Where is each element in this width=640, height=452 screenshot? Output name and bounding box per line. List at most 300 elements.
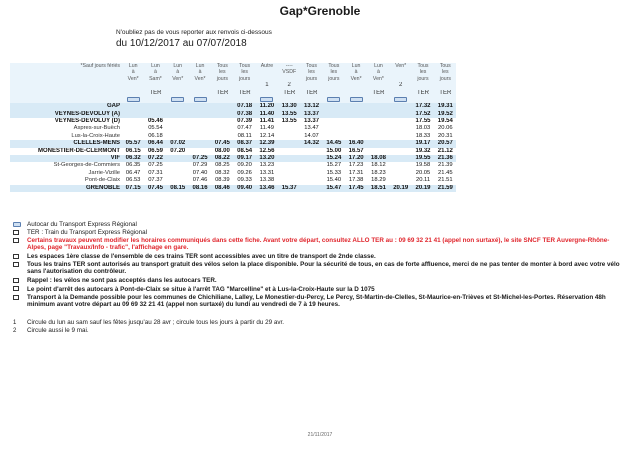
timetable <box>10 63 456 192</box>
departure-time: 07.45 <box>211 140 233 147</box>
legend-bikes: Tous les trains TER sont autorisés au transport gratuit des vélos selon la place disponible. Pour la sécurité de tous, en cas de forte affluence, merci de ne pas tenter de monter à bord avec votre vélo sans l'autorisation du contrôleur. <box>27 261 620 276</box>
departure-time <box>390 103 412 110</box>
departure-time <box>189 140 211 147</box>
column-day-label: Tous <box>211 63 233 69</box>
departure-time <box>300 170 322 177</box>
column-day-label: les <box>211 69 233 75</box>
departure-time <box>122 133 144 140</box>
column-day-label: à <box>189 69 211 75</box>
departure-time: 15.00 <box>323 148 345 155</box>
departure-time: 06.18 <box>144 133 166 140</box>
departure-time: 17.45 <box>345 185 367 192</box>
departure-time <box>211 118 233 125</box>
departure-time: 08.39 <box>211 177 233 184</box>
departure-time <box>189 148 211 155</box>
column-day-label: Lun <box>345 63 367 69</box>
departure-time: 14.45 <box>323 140 345 147</box>
departure-time: 15.37 <box>278 185 300 192</box>
bus-icon <box>127 97 140 102</box>
footer-date: 21/11/2017 <box>307 432 333 438</box>
column-ter-mark: TER <box>278 90 300 97</box>
bus-icon <box>171 97 184 102</box>
departure-time: 07.31 <box>144 170 166 177</box>
departure-time: 08.22 <box>211 155 233 162</box>
column-ter-mark <box>390 90 412 97</box>
station-name: Lus-la-Croix-Haute <box>10 133 122 140</box>
table-row <box>10 133 456 140</box>
departure-time: 17.23 <box>345 162 367 169</box>
departure-time: 09.20 <box>233 162 255 169</box>
departure-time <box>390 140 412 147</box>
departure-time: 17.20 <box>345 155 367 162</box>
departure-time: 14.32 <box>300 140 322 147</box>
column-day-label: Lun <box>167 63 189 69</box>
departure-time: 18.03 <box>412 125 434 132</box>
departure-time: 08.25 <box>211 162 233 169</box>
note-ref-label <box>10 82 122 89</box>
column-day-label: Lun <box>367 63 389 69</box>
legend-stop: Le point d'arrêt des autocars à Pont-de-Claix se situe à l'arrêt TAG "Marcelline" et à Lus-la-Croix-Haute sur la D 1075 <box>27 286 375 293</box>
departure-time: 20.06 <box>434 125 456 132</box>
renvois-note: N'oubliez pas de vous reporter aux renvois ci-dessous <box>116 29 272 36</box>
header-label: *Sauf jours fériés <box>10 63 122 69</box>
departure-time: 12.56 <box>256 148 278 155</box>
ter-icon <box>13 230 21 237</box>
departure-time: 20.19 <box>412 185 434 192</box>
departure-time <box>367 111 389 118</box>
departure-time <box>323 111 345 118</box>
column-day-label: Ven* <box>122 76 144 82</box>
station-name: VEYNES-DÉVOLUY (D) <box>10 118 122 125</box>
column-day-label: les <box>434 69 456 75</box>
stop-icon <box>13 286 21 293</box>
departure-time: 15.24 <box>323 155 345 162</box>
departure-time: 17.31 <box>345 170 367 177</box>
column-ter-mark: TER <box>367 90 389 97</box>
departure-time <box>278 177 300 184</box>
legend-bus: Autocar du Transport Express Régional <box>27 221 137 228</box>
column-day-label: Tous <box>300 63 322 69</box>
legend-first-class: Les espaces 1ère classe de l'ensemble de ces trains TER sont accessibles avec un titre de transport de 2nde classe. <box>27 253 376 260</box>
column-day-label: les <box>233 69 255 75</box>
departure-time <box>390 125 412 132</box>
departure-time <box>390 111 412 118</box>
departure-time: 07.02 <box>167 140 189 147</box>
column-day-label: jours <box>233 76 255 82</box>
departure-time: 19.54 <box>434 118 456 125</box>
departure-time: 08.54 <box>233 148 255 155</box>
departure-time <box>189 103 211 110</box>
column-day-label: jours <box>412 76 434 82</box>
departure-time: 21.39 <box>434 162 456 169</box>
departure-time: 13.37 <box>300 118 322 125</box>
first-class-icon <box>13 254 21 261</box>
departure-time <box>167 162 189 169</box>
departure-time: 20.11 <box>412 177 434 184</box>
departure-time: 13.37 <box>300 111 322 118</box>
departure-time: 15.33 <box>323 170 345 177</box>
departure-time: 07.25 <box>189 155 211 162</box>
departure-time: 09.26 <box>233 170 255 177</box>
departure-time: 19.52 <box>434 111 456 118</box>
departure-time: 19.17 <box>412 140 434 147</box>
departure-time: 07.38 <box>233 111 255 118</box>
departure-time <box>390 148 412 155</box>
legend-reminder: Rappel : les vélos ne sont pas acceptés dans les autocars TER. <box>27 277 217 284</box>
column-ter-mark <box>122 90 144 97</box>
column-day-label: jours <box>434 76 456 82</box>
departure-time <box>211 125 233 132</box>
departure-time <box>367 140 389 147</box>
station-name: GRENOBLE <box>10 185 122 192</box>
departure-time: 07.37 <box>144 177 166 184</box>
station-name: Aspres-sur-Buëch <box>10 125 122 132</box>
departure-time: 07.46 <box>189 177 211 184</box>
departure-time <box>167 133 189 140</box>
departure-time: 21.59 <box>434 185 456 192</box>
column-day-label: Lun <box>144 63 166 69</box>
departure-time: 11.49 <box>256 125 278 132</box>
column-ter-mark <box>323 90 345 97</box>
station-name: GAP <box>10 103 122 110</box>
station-name: Pont-de-Claix <box>10 177 122 184</box>
departure-time <box>390 118 412 125</box>
column-note-ref <box>345 82 367 89</box>
column-ter-mark <box>189 90 211 97</box>
departure-time <box>345 111 367 118</box>
departure-time: 20.57 <box>434 140 456 147</box>
departure-time <box>189 125 211 132</box>
column-day-label: VSDF <box>278 69 300 75</box>
departure-time <box>122 118 144 125</box>
departure-time: 17.55 <box>412 118 434 125</box>
column-note-ref: 1 <box>256 82 278 89</box>
column-day-label: les <box>323 69 345 75</box>
departure-time: 05.54 <box>144 125 166 132</box>
note-1-key: 1 <box>13 320 17 326</box>
station-name: MONESTIER-DE-CLERMONT <box>10 148 122 155</box>
column-note-ref <box>233 82 255 89</box>
column-note-ref <box>412 82 434 89</box>
departure-time: 15.27 <box>323 162 345 169</box>
departure-time: 13.38 <box>256 177 278 184</box>
column-ter-mark: TER <box>144 90 166 97</box>
column-note-ref <box>367 82 389 89</box>
departure-time <box>300 177 322 184</box>
column-day-label: à <box>167 69 189 75</box>
table-row <box>10 162 456 169</box>
departure-time: 08.16 <box>189 185 211 192</box>
column-ter-mark: TER <box>412 90 434 97</box>
column-note-ref <box>144 82 166 89</box>
departure-time: 07.15 <box>122 185 144 192</box>
bus-icon <box>394 97 407 102</box>
departure-time <box>189 133 211 140</box>
departure-time <box>122 103 144 110</box>
column-day-label: les <box>412 69 434 75</box>
column-note-ref <box>300 82 322 89</box>
departure-time <box>167 111 189 118</box>
column-ter-mark: TER <box>300 90 322 97</box>
departure-time <box>323 103 345 110</box>
departure-time: 13.55 <box>278 118 300 125</box>
departure-time <box>167 103 189 110</box>
departure-time: 08.00 <box>211 148 233 155</box>
departure-time <box>345 125 367 132</box>
departure-time: 07.40 <box>189 170 211 177</box>
departure-time <box>278 155 300 162</box>
departure-time: 12.39 <box>256 140 278 147</box>
table-row <box>10 125 456 132</box>
bus-icon <box>327 97 340 102</box>
column-day-label: Ven* <box>390 63 412 69</box>
departure-time: 08.15 <box>167 185 189 192</box>
table-row <box>10 155 456 162</box>
departure-time: 21.45 <box>434 170 456 177</box>
column-day-label: Tous <box>233 63 255 69</box>
departure-time: 13.46 <box>256 185 278 192</box>
station-name: CLELLES-MENS <box>10 140 122 147</box>
departure-time <box>323 118 345 125</box>
departure-time: 13.20 <box>256 155 278 162</box>
legend-note-1: Circule du lun au sam sauf les fêtes jusqu'au 28 avr ; circule tous les jours à partir du 29 avr. <box>27 319 285 326</box>
departure-time: 18.29 <box>367 177 389 184</box>
departure-time: 08.11 <box>233 133 255 140</box>
column-day-label: Ven* <box>345 76 367 82</box>
departure-time <box>390 155 412 162</box>
departure-time <box>189 118 211 125</box>
departure-time: 07.20 <box>167 148 189 155</box>
column-note-ref <box>211 82 233 89</box>
departure-time: 15.40 <box>323 177 345 184</box>
departure-time: 11.40 <box>256 111 278 118</box>
departure-time: 18.51 <box>367 185 389 192</box>
departure-time: 09.33 <box>233 177 255 184</box>
departure-time <box>300 155 322 162</box>
column-note-ref <box>189 82 211 89</box>
column-day-label: Ven* <box>189 76 211 82</box>
column-day-label: jours <box>211 76 233 82</box>
departure-time <box>167 118 189 125</box>
table-row <box>10 185 456 192</box>
departure-time <box>367 125 389 132</box>
departure-time: 07.47 <box>233 125 255 132</box>
note-2-key: 2 <box>13 328 17 334</box>
table-row <box>10 148 456 155</box>
departure-time: 07.22 <box>144 155 166 162</box>
column-note-ref: 2 <box>390 82 412 89</box>
legend-works: Certains travaux peuvent modifier les horaires communiqués dans cette fiche. Avant votre départ, consultez ALLO TER au : 09 69 32 21 41 (appel non surtaxé), le site SNCF TER Auvergne-Rhône-Alpes, page "Travaux/Info - trafic", l'affichage en gare. <box>27 237 610 252</box>
departure-time: 17.32 <box>412 103 434 110</box>
column-day-label: les <box>300 69 322 75</box>
column-note-ref <box>167 82 189 89</box>
departure-time: 19.58 <box>412 162 434 169</box>
departure-time: 20.31 <box>434 133 456 140</box>
table-row <box>10 118 456 125</box>
departure-time <box>345 133 367 140</box>
column-ter-mark <box>345 90 367 97</box>
departure-time <box>367 133 389 140</box>
departure-time: 09.40 <box>233 185 255 192</box>
departure-time <box>300 148 322 155</box>
departure-time: 06.53 <box>122 177 144 184</box>
departure-time: 13.30 <box>278 103 300 110</box>
departure-time: 08.32 <box>211 170 233 177</box>
departure-time: 21.12 <box>434 148 456 155</box>
departure-time <box>323 133 345 140</box>
departure-time: 05.57 <box>122 140 144 147</box>
departure-time: 07.25 <box>144 162 166 169</box>
departure-time: 06.35 <box>122 162 144 169</box>
departure-time: 07.29 <box>189 162 211 169</box>
column-day-label: Tous <box>434 63 456 69</box>
departure-time: 08.37 <box>233 140 255 147</box>
departure-time <box>278 125 300 132</box>
departure-time <box>345 103 367 110</box>
departure-time <box>278 133 300 140</box>
legend-ter: TER : Train du Transport Express Régional <box>27 229 148 236</box>
departure-time: 06.47 <box>122 170 144 177</box>
departure-time: 07.45 <box>144 185 166 192</box>
legend-on-demand: Transport à la Demande possible pour les communes de Chichiliane, Lalley, Le Monestier-du-Percy, Le Percy, St-Martin-de-Clelles, St-Maurice-en-Trièves et St-Michel-les-Portes. Réservation 48h minimum avant votre départ au 09 69 32 21 41 (appel non surtaxé) du lundi au vendredi de 7 à 19 heures. <box>27 294 606 309</box>
station-name: Jarrie-Vizille <box>10 170 122 177</box>
departure-time: 06.59 <box>144 148 166 155</box>
departure-time <box>167 125 189 132</box>
departure-time: 20.05 <box>412 170 434 177</box>
bus-icon <box>13 222 21 228</box>
column-day-label: Lun <box>189 63 211 69</box>
departure-time <box>122 125 144 132</box>
departure-time: 21.51 <box>434 177 456 184</box>
column-day-label: Lun <box>122 63 144 69</box>
departure-time <box>167 177 189 184</box>
column-note-ref <box>434 82 456 89</box>
column-day-label: Ven* <box>167 76 189 82</box>
validity-dates: du 10/12/2017 au 07/07/2018 <box>116 38 247 49</box>
table-row <box>10 140 456 147</box>
departure-time: 17.52 <box>412 111 434 118</box>
column-ter-mark: TER <box>211 90 233 97</box>
departure-time <box>144 111 166 118</box>
departure-time: 06.44 <box>144 140 166 147</box>
departure-time <box>144 103 166 110</box>
departure-time <box>390 177 412 184</box>
column-ter-mark: TER <box>233 90 255 97</box>
departure-time <box>211 111 233 118</box>
departure-time <box>367 148 389 155</box>
departure-time: 11.20 <box>256 103 278 110</box>
column-day-label: Autre <box>256 63 278 69</box>
departure-time <box>167 170 189 177</box>
departure-time <box>300 162 322 169</box>
column-day-label: Tous <box>323 63 345 69</box>
departure-time <box>211 133 233 140</box>
bus-icon <box>194 97 207 102</box>
departure-time: 18.23 <box>367 170 389 177</box>
column-day-label: Sam* <box>144 76 166 82</box>
no-bike-icon <box>13 278 21 285</box>
station-name: VIF <box>10 155 122 162</box>
ter-row <box>10 90 456 97</box>
column-day-label: ---- <box>278 63 300 69</box>
column-day-label: à <box>144 69 166 75</box>
note-ref-row <box>10 82 456 89</box>
table-row <box>10 170 456 177</box>
station-name: St-Georges-de-Commiers <box>10 162 122 169</box>
departure-time: 06.32 <box>122 155 144 162</box>
departure-time: 19.55 <box>412 155 434 162</box>
departure-time <box>390 162 412 169</box>
departure-time: 15.47 <box>323 185 345 192</box>
warning-icon <box>13 238 21 245</box>
column-note-ref <box>323 82 345 89</box>
column-day-label: jours <box>300 76 322 82</box>
departure-time <box>278 148 300 155</box>
departure-time <box>167 155 189 162</box>
departure-time <box>390 170 412 177</box>
departure-time: 07.39 <box>233 118 255 125</box>
departure-time: 06.15 <box>122 148 144 155</box>
departure-time <box>367 118 389 125</box>
column-ter-mark: TER <box>434 90 456 97</box>
departure-time: 16.57 <box>345 148 367 155</box>
bus-icon <box>260 97 273 102</box>
departure-time <box>300 185 322 192</box>
departure-time: 18.08 <box>367 155 389 162</box>
departure-time: 17.38 <box>345 177 367 184</box>
departure-time <box>211 103 233 110</box>
column-day-label: à <box>122 69 144 75</box>
departure-time <box>122 111 144 118</box>
column-day-label: jours <box>323 76 345 82</box>
on-demand-icon <box>13 295 21 302</box>
table-row <box>10 177 456 184</box>
departure-time: 13.55 <box>278 111 300 118</box>
column-note-ref <box>122 82 144 89</box>
bus-icon <box>350 97 363 102</box>
table-row <box>10 103 456 110</box>
departure-time: 13.47 <box>300 125 322 132</box>
departure-time: 18.12 <box>367 162 389 169</box>
table-row <box>10 111 456 118</box>
column-note-ref: 2 <box>278 82 300 89</box>
departure-time <box>367 103 389 110</box>
bike-icon <box>13 262 21 269</box>
departure-time <box>323 125 345 132</box>
departure-time: 09.17 <box>233 155 255 162</box>
departure-time: 07.18 <box>233 103 255 110</box>
departure-time <box>278 170 300 177</box>
legend-note-2: Circule aussi le 9 mai. <box>27 327 89 334</box>
departure-time <box>390 133 412 140</box>
departure-time <box>278 162 300 169</box>
departure-time: 13.31 <box>256 170 278 177</box>
departure-time: 13.23 <box>256 162 278 169</box>
departure-time: 19.31 <box>434 103 456 110</box>
column-day-label: à <box>345 69 367 75</box>
departure-time: 18.33 <box>412 133 434 140</box>
column-day-label: Ven* <box>367 76 389 82</box>
station-name: VEYNES-DÉVOLUY (A) <box>10 111 122 118</box>
departure-time <box>189 111 211 118</box>
departure-time: 14.07 <box>300 133 322 140</box>
departure-time: 21.36 <box>434 155 456 162</box>
column-ter-mark <box>256 90 278 97</box>
departure-time: 16.40 <box>345 140 367 147</box>
departure-time: 08.46 <box>211 185 233 192</box>
departure-time <box>345 118 367 125</box>
departure-time: 11.41 <box>256 118 278 125</box>
